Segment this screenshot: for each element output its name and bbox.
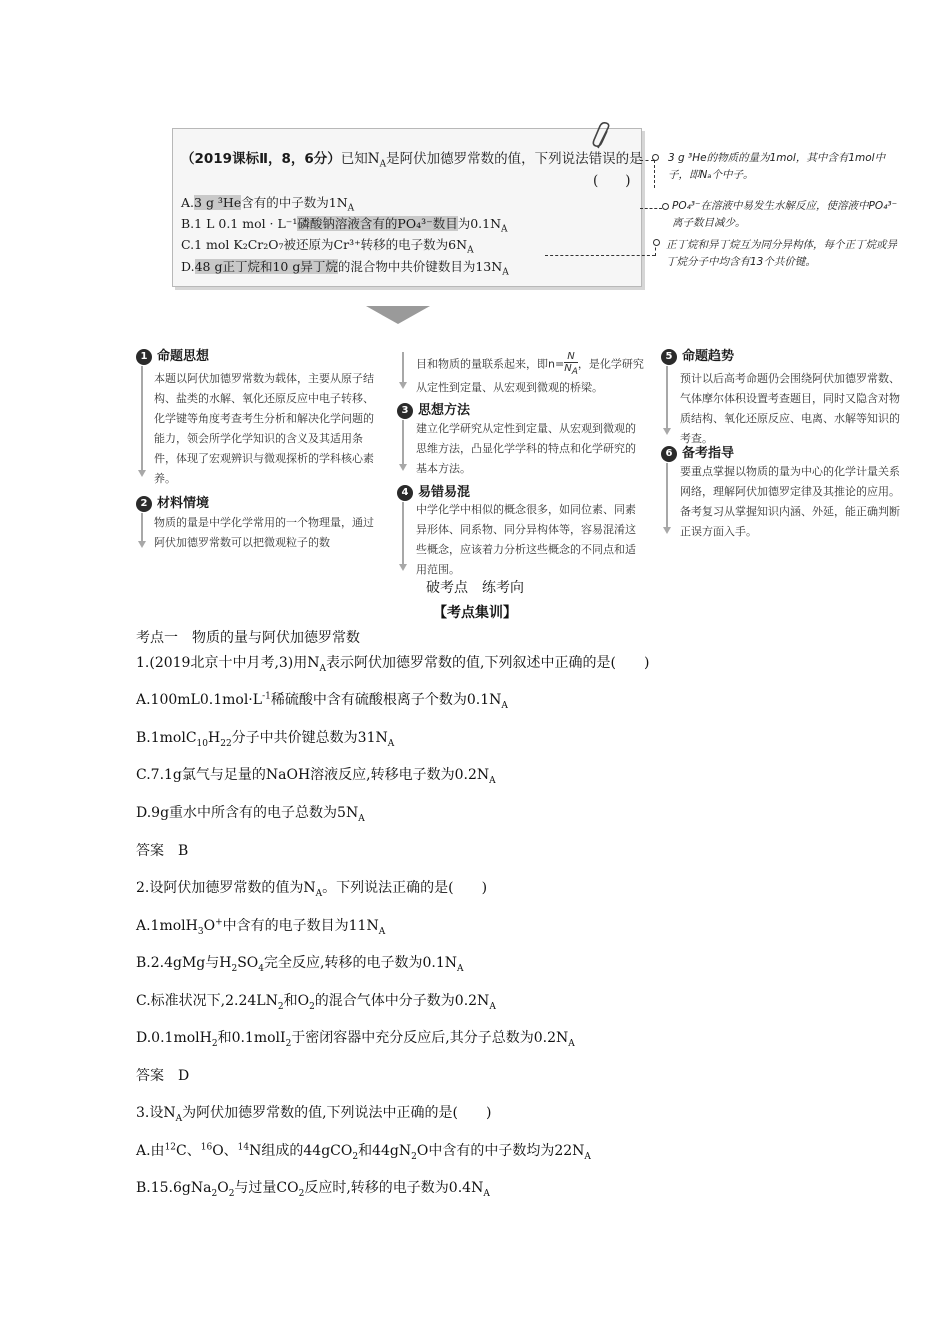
- t: SO: [237, 955, 259, 971]
- opt-highlight: 磷酸钠溶液含有的PO₄³⁻数目: [297, 216, 458, 231]
- arrow-down-icon: [399, 564, 407, 571]
- heading-sub: 【考点集训】: [433, 605, 517, 621]
- note-connector: [640, 208, 662, 209]
- q1-option-d: [136, 802, 365, 824]
- topic-title: 考点一 物质的量与阿伏加德罗常数: [136, 630, 360, 646]
- sub: 22: [220, 738, 232, 749]
- t: B.15.6gNa: [136, 1180, 212, 1196]
- t: 。下列说法正确的是( ): [322, 880, 488, 896]
- arrow-down-icon: [663, 428, 671, 435]
- sub: A: [378, 926, 386, 937]
- opt-pre: C.1 mol K₂Cr₂O₇被还原为Cr³⁺转移的电子数为6N: [181, 237, 468, 252]
- opt-sub: A: [502, 267, 509, 278]
- t: O、: [212, 1143, 238, 1159]
- annotation-note-b: PO₄³⁻在溶液中易发生水解反应，使溶液中PO₄³⁻离子数目减少。: [672, 200, 898, 229]
- q1-option-a: [136, 689, 508, 711]
- opt-pre: D.: [181, 259, 195, 274]
- stem-sub: A: [379, 159, 387, 170]
- t: H: [208, 730, 221, 746]
- section-number-1: 1: [136, 349, 152, 365]
- frac-den: $N_A$: [564, 363, 578, 377]
- t: 与过量CO: [234, 1180, 299, 1196]
- t: A.100mL0.1mol·L: [136, 692, 263, 708]
- section-line: [402, 352, 404, 382]
- sub: 3: [197, 926, 204, 937]
- opt-sub: A: [501, 224, 508, 235]
- t: 中含有的电子数目为11N: [222, 918, 379, 934]
- section-number-4: 4: [397, 485, 413, 501]
- t: B.2.4gMg与H: [136, 955, 232, 971]
- sub: A: [457, 963, 464, 974]
- opt-post: 含有的中子数为1N: [241, 195, 348, 210]
- arrow-down-icon: [138, 470, 146, 477]
- sup: 12: [164, 1142, 177, 1153]
- paperclip-icon: [592, 122, 614, 152]
- section-body-1: 本题以阿伏加德罗常数为载体，主要从原子结构、盐类的水解、氧化还原反应中电子转移、化学键等角度考查考生分析和解决化学问题的能力，领会所学化学知识的含义及其适用条件，体现了宏观辨识与微观探析的学科核心素养。: [154, 372, 374, 485]
- t: C.7.1g氯气与足量的NaOH溶液反应,转移电子数为0.2N: [136, 767, 490, 783]
- sup: 16: [200, 1142, 213, 1153]
- cont-text: ，是化学研究从定性到定量、从宏观到微观的桥梁。: [416, 357, 644, 394]
- q1-option-c: [136, 764, 496, 786]
- stem-tail: 是阿伏加德罗常数的值，下列说法错误的是: [386, 151, 643, 167]
- sub: 2: [285, 1038, 292, 1049]
- q2-answer: 答案 D: [136, 1068, 190, 1084]
- sub: 2: [411, 1151, 417, 1162]
- section-body-2: 物质的量是中学化学常用的一个物理量，通过阿伏加德罗常数可以把微观粒子的数: [154, 516, 374, 549]
- t: O: [203, 918, 216, 934]
- t: 3.设N: [136, 1105, 176, 1121]
- sub: A: [315, 888, 323, 899]
- t: A.由: [136, 1143, 165, 1159]
- answer-paren: ( ): [593, 173, 631, 189]
- note-dot: [662, 203, 669, 210]
- section-title-text: 思想方法: [418, 403, 471, 418]
- section-title-1: [136, 345, 209, 365]
- section-title-4: [397, 481, 470, 501]
- arrow-down-icon: [399, 464, 407, 471]
- t: 于密闭容器中充分反应后,其分子总数为0.2N: [291, 1030, 569, 1046]
- t: 2.设阿伏加德罗常数的值为N: [136, 880, 316, 896]
- t: 和O: [283, 993, 310, 1009]
- q2-option-b: [136, 952, 464, 974]
- arrow-down-icon: [138, 541, 146, 548]
- note-connector: [654, 160, 655, 188]
- q3-option-a: [136, 1140, 591, 1162]
- section-body-6: 要重点掌握以物质的量为中心的化学计量关系网络，理解阿伏加德罗定律及其推论的应用。备考复习从掌握知识内涵、外延，能正确判断正误方面入手。: [680, 465, 900, 538]
- section-number-3: 3: [397, 403, 413, 419]
- section-title-6: [661, 442, 734, 462]
- q2-option-c: [136, 990, 496, 1012]
- sub: 2: [298, 1188, 305, 1199]
- section-title-text: 命题思想: [157, 349, 210, 364]
- sub: A: [319, 663, 327, 674]
- t: 分子中共价键总数为31N: [231, 730, 388, 746]
- opt-pre: A.: [181, 195, 195, 210]
- note-dot: [653, 239, 660, 246]
- sub: A: [483, 1188, 490, 1199]
- fraction: [564, 351, 578, 378]
- t: 和44gN: [358, 1143, 412, 1159]
- q2-option-d: [136, 1027, 575, 1049]
- t: O: [217, 1180, 229, 1196]
- q2-stem: [136, 877, 487, 899]
- exam-option-d: [181, 257, 509, 278]
- section-title-text: 易错易混: [418, 485, 471, 500]
- section-body-3: 建立化学研究从定性到定量、从宏观到微观的思维方法，凸显化学学科的特点和化学研究的基本方法。: [416, 422, 636, 475]
- exam-option-c: [181, 235, 474, 256]
- q1-stem: [136, 652, 649, 674]
- sub: 2: [211, 1188, 218, 1199]
- note-connector: [545, 255, 655, 256]
- t: O中含有的中子数均为22N: [416, 1143, 585, 1159]
- sub: A: [568, 1038, 575, 1049]
- sub: 10: [196, 738, 208, 749]
- t: 稀硫酸中含有硫酸根离子个数为0.1N: [270, 692, 502, 708]
- section-line: [141, 513, 143, 541]
- sub: A: [489, 775, 496, 786]
- section-line: [402, 420, 404, 464]
- exam-source: （2019课标Ⅱ，8，6分）: [181, 151, 341, 167]
- section-number-5: 5: [661, 349, 677, 365]
- t: 完全反应,转移的电子数为0.1N: [264, 955, 457, 971]
- sub: 2: [228, 1188, 235, 1199]
- section-body-4: 中学化学中相似的概念很多，如同位素、同素异形体、同系物、同分异构体等，容易混淆这些概念，应该着力分析这些概念的不同点和适用范围。: [416, 503, 636, 576]
- section-number-2: 2: [136, 496, 152, 512]
- sub: 2: [231, 963, 238, 974]
- opt-highlight: 48 g正丁烷和10 g异丁烷: [194, 259, 338, 274]
- stem-text: 已知N: [340, 151, 380, 167]
- section-line: [666, 366, 668, 428]
- exam-option-a: [181, 193, 354, 214]
- sup: 14: [237, 1142, 250, 1153]
- arrow-down-icon: [663, 527, 671, 534]
- section-line: [666, 463, 668, 527]
- section-body-5: 预计以后高考命题仍会围绕阿伏加德罗常数、气体摩尔体积设置考查题目，同时又隐含对物质结构、氧化还原反应、电离、水解等知识的考查。: [680, 372, 900, 445]
- t: A.1molH: [136, 918, 198, 934]
- t: 的混合气体中分子数为0.2N: [314, 993, 490, 1009]
- note-connector: [640, 160, 654, 161]
- sub: A: [489, 1001, 496, 1012]
- sub: 2: [211, 1038, 218, 1049]
- t: 表示阿伏加德罗常数的值,下列叙述中正确的是( ): [326, 655, 650, 671]
- section-title-3: [397, 399, 470, 419]
- sub: A: [358, 813, 365, 824]
- sub: A: [584, 1151, 591, 1162]
- opt-sub: A: [467, 245, 474, 256]
- q1-answer: 答案 B: [136, 843, 189, 859]
- section-body-2-cont: [416, 351, 644, 398]
- opt-post: 的混合物中共价键数目为13N: [337, 259, 503, 274]
- exam-option-b: [181, 214, 508, 235]
- arrow-down-icon: [399, 382, 407, 389]
- heading-main: 破考点 练考向: [426, 580, 524, 596]
- opt-sub: A: [347, 203, 355, 214]
- sub: A: [501, 700, 508, 711]
- t: C、: [176, 1143, 201, 1159]
- frac-den-sub: A: [571, 367, 578, 377]
- note-dot: [652, 154, 659, 161]
- q1-option-b: [136, 727, 394, 749]
- q3-stem: [136, 1102, 491, 1124]
- section-title-text: 备考指导: [682, 446, 735, 461]
- annotation-note-c: 正丁烷和异丁烷互为同分异构体，每个正丁烷或异丁烷分子中均含有13个共价键。: [666, 239, 897, 268]
- sub: 2: [352, 1151, 359, 1162]
- t: B.1molC: [136, 730, 197, 746]
- down-arrow-icon: [366, 306, 430, 324]
- t: 为阿伏加德罗常数的值,下列说法中正确的是( ): [182, 1105, 492, 1121]
- t: C.标准状况下,2.24LN: [136, 993, 278, 1009]
- section-number-6: 6: [661, 446, 677, 462]
- t: N组成的44gCO: [249, 1143, 353, 1159]
- t: D.0.1molH: [136, 1030, 212, 1046]
- t: D.9g重水中所含有的电子总数为5N: [136, 805, 359, 821]
- section-title-text: 命题趋势: [682, 349, 735, 364]
- sup: -1: [262, 691, 271, 702]
- opt-pre: B.1 L 0.1 mol · L⁻¹: [181, 216, 298, 231]
- opt-highlight: 3 g ³He: [194, 195, 242, 210]
- section-title-5: [661, 345, 734, 365]
- sub: 4: [258, 963, 265, 974]
- section-line: [141, 366, 143, 470]
- section-title-text: 材料情境: [157, 496, 210, 511]
- annotation-note-a: 3 g ³He的物质的量为1mol，其中含有1mol中子，即Nₐ个中子。: [668, 152, 886, 181]
- exam-question-card: [172, 128, 642, 287]
- section-title-2: [136, 492, 209, 512]
- t: 反应时,转移的电子数为0.4N: [304, 1180, 484, 1196]
- sub: 2: [309, 1001, 315, 1012]
- t: 和0.1molI: [217, 1030, 286, 1046]
- q3-option-b: [136, 1177, 490, 1199]
- exam-question-stem: [181, 147, 643, 170]
- sup: +: [215, 917, 223, 928]
- frac-num: N: [567, 351, 575, 362]
- sub: 2: [277, 1001, 284, 1012]
- sub: A: [175, 1113, 183, 1124]
- sub: A: [387, 738, 395, 749]
- t: 1.(2019北京十中月考,3)用N: [136, 655, 320, 671]
- q2-option-a: [136, 915, 385, 937]
- cont-text: 目和物质的量联系起来，即n=: [416, 357, 565, 371]
- section-line: [402, 502, 404, 564]
- opt-post: 为0.1N: [457, 216, 502, 231]
